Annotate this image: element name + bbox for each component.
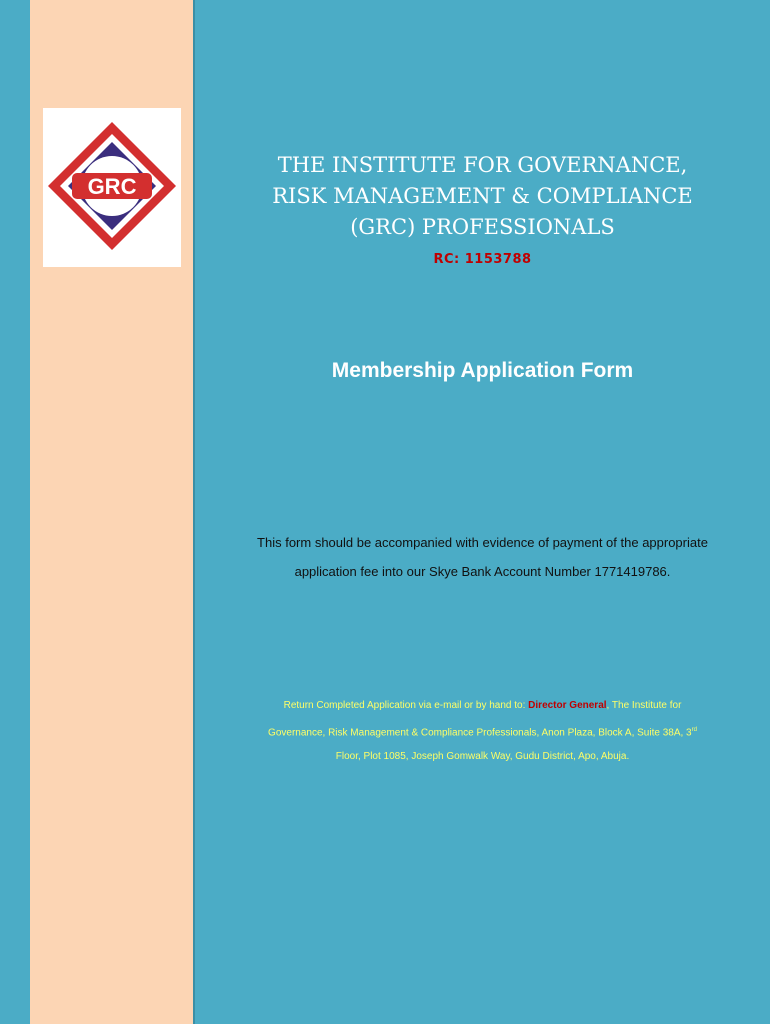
grc-logo-icon xyxy=(43,108,181,267)
return-line-3: Floor, Plot 1085, Joseph Gomwalk Way, Gudu District, Apo, Abuja. xyxy=(335,751,630,763)
ordinal-suffix: rd xyxy=(691,727,697,733)
return-line-1 xyxy=(195,694,770,718)
payment-note xyxy=(195,528,770,586)
rc-number: RC: 1153788 xyxy=(433,252,532,267)
payment-note-line-1: This form should be accompanied with evidence of payment of the appropriate xyxy=(257,535,708,550)
director-general: Director General xyxy=(528,700,607,711)
return-line-2 xyxy=(195,718,770,745)
form-title: Membership Application Form xyxy=(331,359,634,382)
logo-text: GRC xyxy=(87,174,137,199)
organization-title xyxy=(195,150,770,243)
return-instructions xyxy=(195,694,770,769)
return-line-2-text: Governance, Risk Management & Compliance Professionals, Anon Plaza, Block A, Suite 38A, 3 xyxy=(268,727,692,739)
return-prefix: Return Completed Application via e-mail or by hand to: xyxy=(283,700,529,711)
payment-note-line-2: application fee into our Skye Bank Account Number 1771419786. xyxy=(294,564,671,579)
title-line-1: THE INSTITUTE FOR GOVERNANCE, xyxy=(277,153,688,177)
return-line-1-rest: , The Institute for xyxy=(606,700,682,711)
title-line-2: RISK MANAGEMENT & COMPLIANCE xyxy=(272,184,693,208)
title-line-3: (GRC) PROFESSIONALS xyxy=(350,215,615,239)
left-stripe xyxy=(0,0,30,1024)
logo xyxy=(43,108,181,267)
